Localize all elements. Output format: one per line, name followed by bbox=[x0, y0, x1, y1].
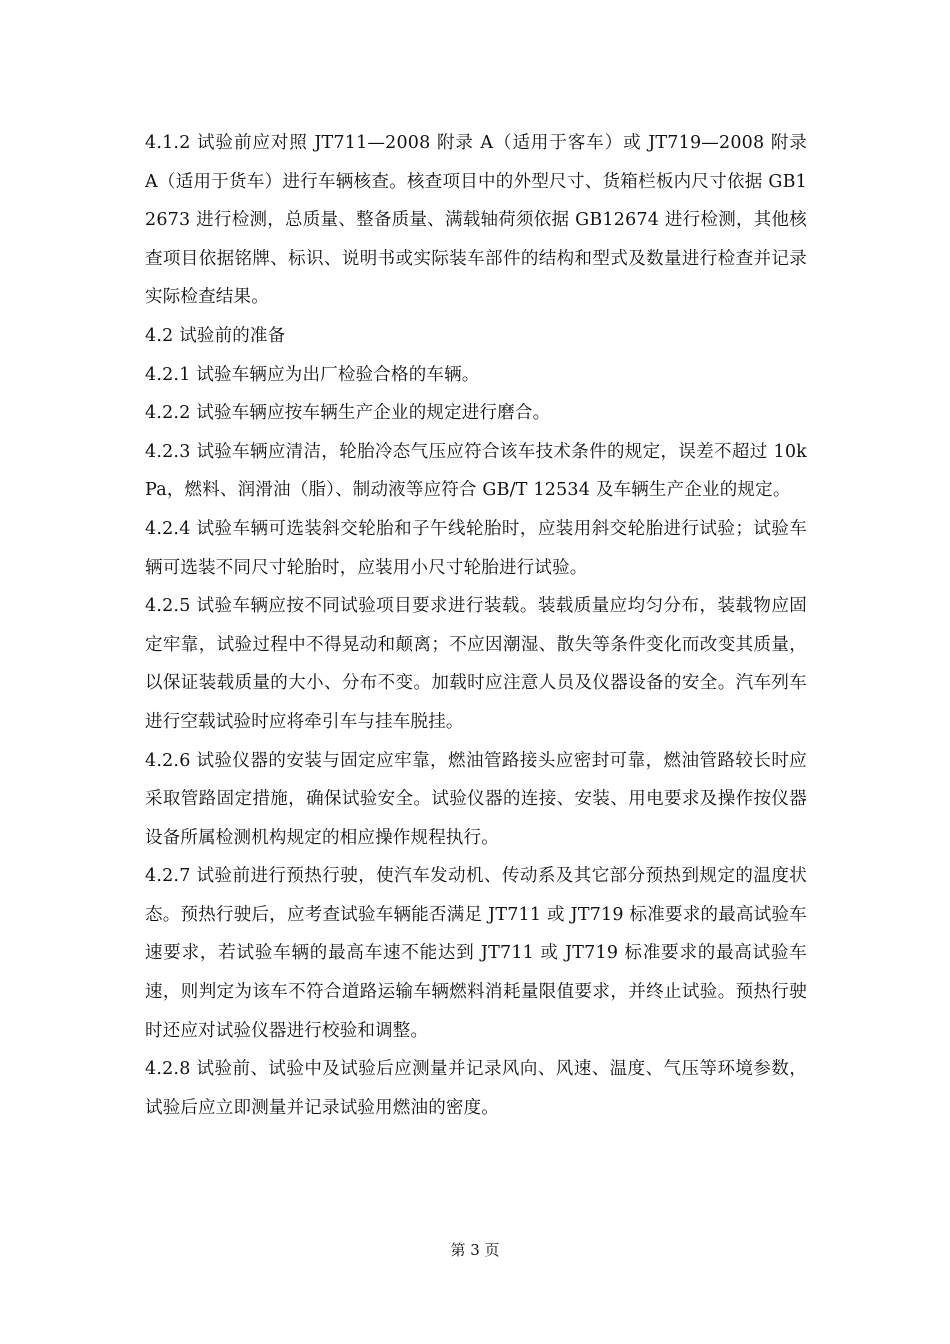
paragraph-4-2-1: 4.2.1 试验车辆应为出厂检验合格的车辆。 bbox=[145, 364, 480, 385]
paragraph-4-2-4: 4.2.4 试验车辆可选装斜交轮胎和子午线轮胎时，应装用斜交轮胎进行试验；试验车辆可选装不同尺寸轮胎时，应装用小尺寸轮胎进行试验。 bbox=[145, 518, 807, 578]
document-body bbox=[145, 124, 807, 1127]
paragraph-4-2-5: 4.2.5 试验车辆应按不同试验项目要求进行装载。装载质量应均匀分布，装载物应固定牢靠，试验过程中不得晃动和颠离；不应因潮湿、散失等条件变化而改变其质量，以保证装载质量的大小、分布不变。加载时应注意人员及仪器设备的安全。汽车列车进行空载试验时应将牵引车与挂车脱挂。 bbox=[145, 596, 807, 732]
paragraph-4-2-6: 4.2.6 试验仪器的安装与固定应牢靠，燃油管路接头应密封可靠，燃油管路较长时应采取管路固定措施，确保试验安全。试验仪器的连接、安装、用电要求及操作按仪器设备所属检测机构规定的相应操作规程执行。 bbox=[145, 750, 807, 848]
page-number-footer: 第 3 页 bbox=[450, 1241, 500, 1259]
paragraph-4-2-7: 4.2.7 试验前进行预热行驶，使汽车发动机、传动系及其它部分预热到规定的温度状态。预热行驶后，应考查试验车辆能否满足 JT711 或 JT719 标准要求的最高试验车速要求，若试验车辆的最高车速不能达到 JT711 或 JT719 标准要求的最高试验车速，则判定为该车不符合道路运输车辆燃料消耗量限值要求，并终止试验。预热行驶时还应对试验仪器进行校验和调整。 bbox=[145, 866, 807, 1041]
paragraph-4-2-2: 4.2.2 试验车辆应按车辆生产企业的规定进行磨合。 bbox=[145, 403, 551, 424]
heading-4-2: 4.2 试验前的准备 bbox=[145, 325, 286, 346]
paragraph-4-1-2: 4.1.2 试验前应对照 JT711—2008 附录 A（适用于客车）或 JT719—2008 附录 A（适用于货车）进行车辆核查。核查项目中的外型尺寸、货箱栏板内尺寸依据 GB12673 进行检测，总质量、整备质量、满载轴荷须依据 GB12674 进行检测，其他核查项目依据铭牌、标识、说明书或实际装车部件的结构和型式及数量进行检查并记录实际检查结果。 bbox=[145, 133, 807, 308]
paragraph-4-2-8: 4.2.8 试验前、试验中及试验后应测量并记录风向、风速、温度、气压等环境参数，试验后应立即测量并记录试验用燃油的密度。 bbox=[145, 1059, 807, 1118]
paragraph-4-2-3: 4.2.3 试验车辆应清洁，轮胎冷态气压应符合该车技术条件的规定，误差不超过 10kPa，燃料、润滑油（脂）、制动液等应符合 GB/T 12534 及车辆生产企业的规定。 bbox=[145, 441, 807, 501]
